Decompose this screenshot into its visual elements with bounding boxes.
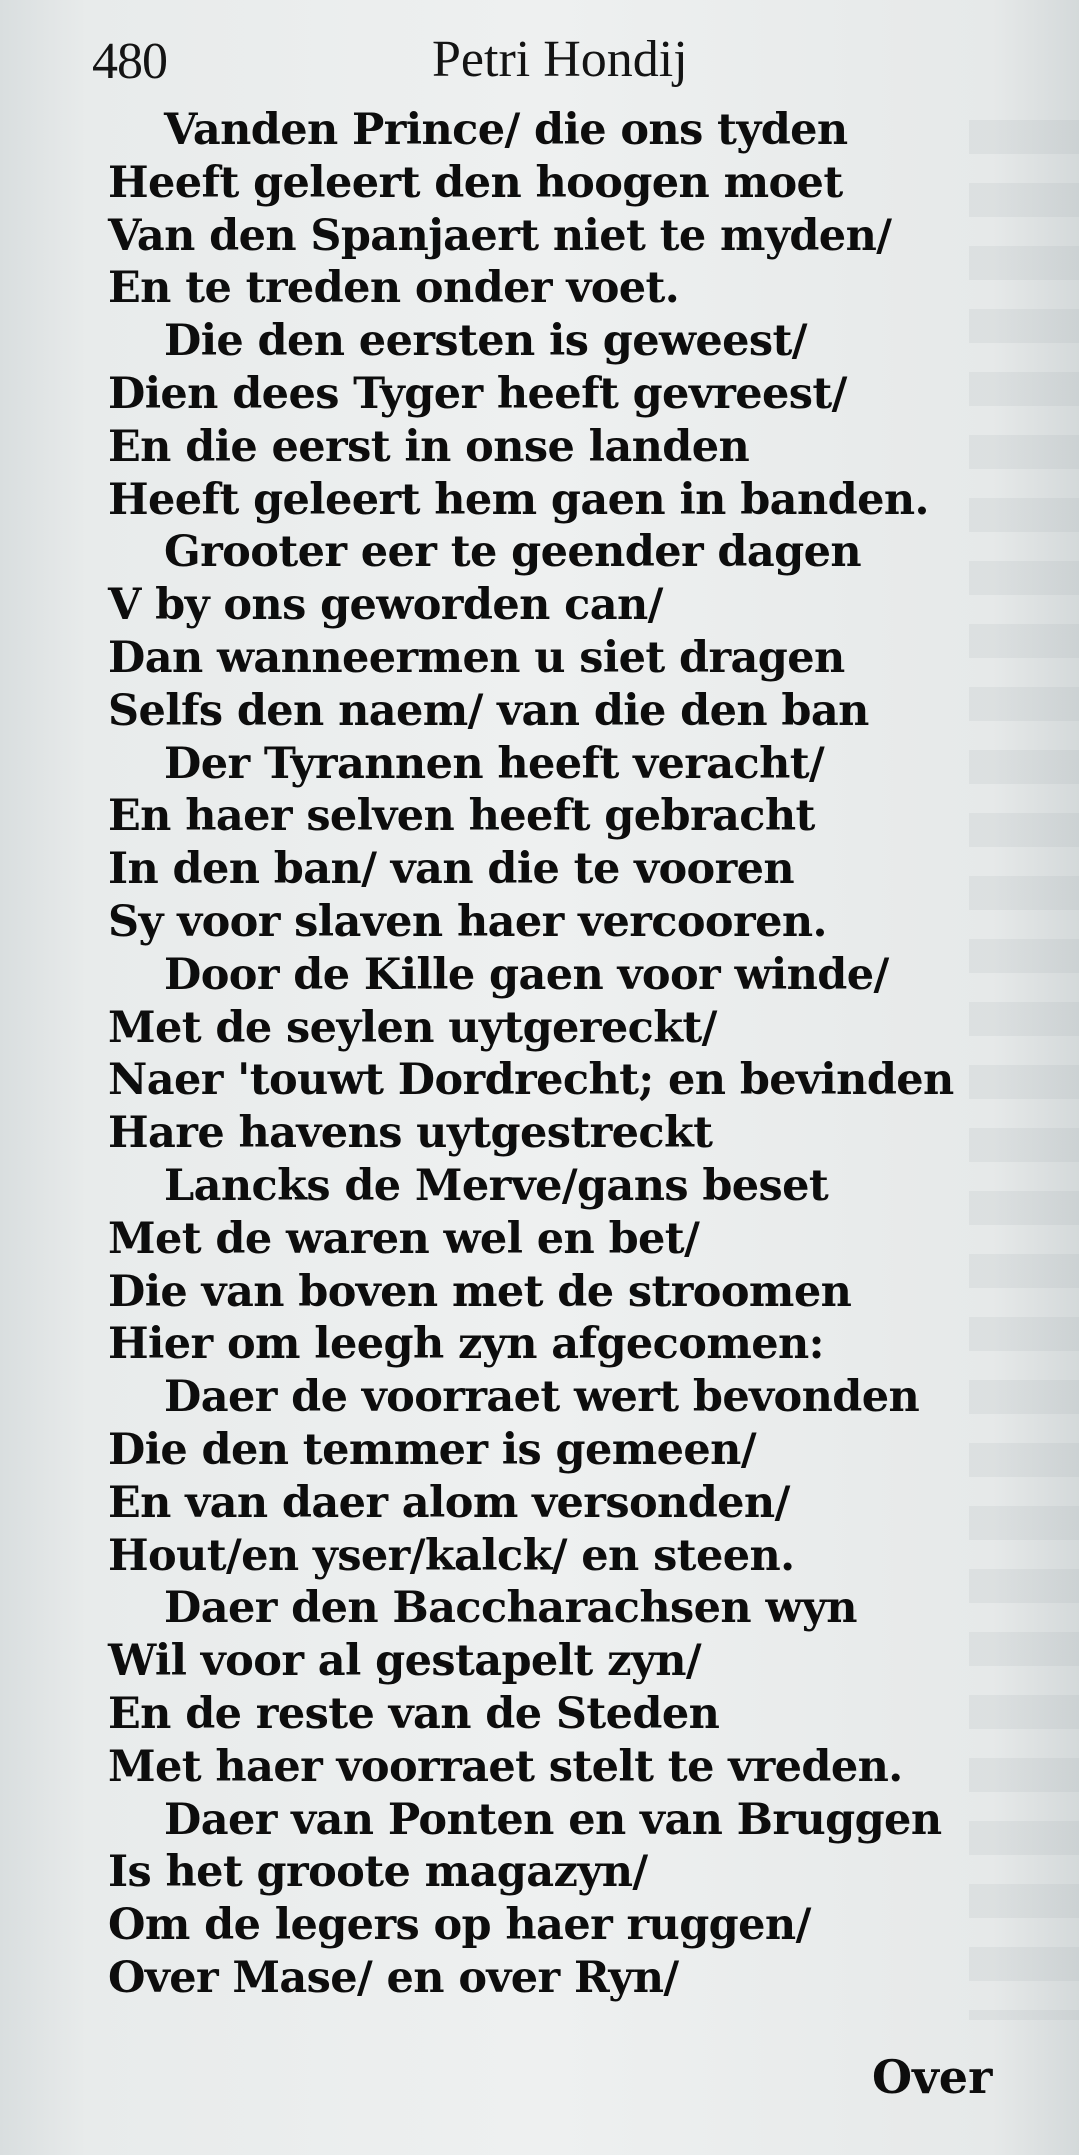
verse-line: Dan wanneermen u siet dragen bbox=[108, 632, 845, 683]
verse-line: Grooter eer te geender dagen bbox=[164, 527, 862, 578]
verse-line: En haer selven heeft gebracht bbox=[108, 791, 815, 842]
verse-line: Die den eersten is geweest/ bbox=[164, 316, 807, 367]
verse-block bbox=[108, 104, 1028, 2005]
verse-line: Om de legers op haer ruggen/ bbox=[108, 1900, 811, 1951]
verse-line: Is het groote magazyn/ bbox=[108, 1847, 648, 1898]
verse-line: Door de Kille gaen voor winde/ bbox=[164, 949, 889, 1000]
verse-line: Sy voor slaven haer vercooren. bbox=[108, 896, 827, 947]
verse-line: Naer 'touwt Dordrecht; en bevinden bbox=[108, 1055, 954, 1106]
catchword: Over bbox=[872, 2050, 993, 2104]
verse-line: Met de seylen uytgereckt/ bbox=[108, 1002, 717, 1053]
verse-line: Daer den Baccharachsen wyn bbox=[164, 1583, 857, 1634]
verse-line: Der Tyrannen heeft veracht/ bbox=[164, 738, 825, 789]
running-head: Petri Hondij bbox=[432, 31, 688, 88]
verse-line: V by ons geworden can/ bbox=[108, 580, 663, 631]
verse-line: Hier om leegh zyn afgecomen: bbox=[108, 1319, 824, 1370]
verse-line: Hare havens uytgestreckt bbox=[108, 1108, 713, 1159]
verse-line: Lancks de Merve/gans beset bbox=[164, 1160, 829, 1211]
verse-line: In den ban/ van die te vooren bbox=[108, 844, 795, 895]
verse-line: Selfs den naem/ van die den ban bbox=[108, 685, 869, 736]
verse-line: Dien dees Tyger heeft gevreest/ bbox=[108, 368, 847, 419]
verse-line: Heeft geleert hem gaen in banden. bbox=[108, 474, 929, 525]
verse-line: Met haer voorraet stelt te vreden. bbox=[108, 1741, 903, 1792]
page-header bbox=[92, 24, 792, 94]
verse-line: Wil voor al gestapelt zyn/ bbox=[108, 1636, 702, 1687]
verse-line: Die den temmer is gemeen/ bbox=[108, 1424, 756, 1475]
verse-line: Vanden Prince/ die ons tyden bbox=[164, 105, 848, 155]
verse-line: Daer de voorraet wert bevonden bbox=[164, 1372, 920, 1423]
verse-line: Die van boven met de stroomen bbox=[108, 1266, 852, 1317]
verse-line: En van daer alom versonden/ bbox=[108, 1477, 790, 1528]
verse-line: Heeft geleert den hoogen moet bbox=[108, 157, 843, 208]
verse-line: Daer van Ponten en van Bruggen bbox=[164, 1794, 942, 1845]
verse-line: En die eerst in onse landen bbox=[108, 421, 750, 472]
verse-line: Met de waren wel en bet/ bbox=[108, 1213, 700, 1264]
verse-line: En te treden onder voet. bbox=[108, 263, 680, 314]
verse-line: En de reste van de Steden bbox=[108, 1688, 720, 1739]
verse-line: Over Mase/ en over Ryn/ bbox=[108, 1952, 679, 2003]
page-number: 480 bbox=[92, 33, 167, 90]
verse-line: Hout/en yser/kalck/ en steen. bbox=[108, 1530, 795, 1581]
verse-line: Van den Spanjaert niet te myden/ bbox=[108, 210, 892, 261]
